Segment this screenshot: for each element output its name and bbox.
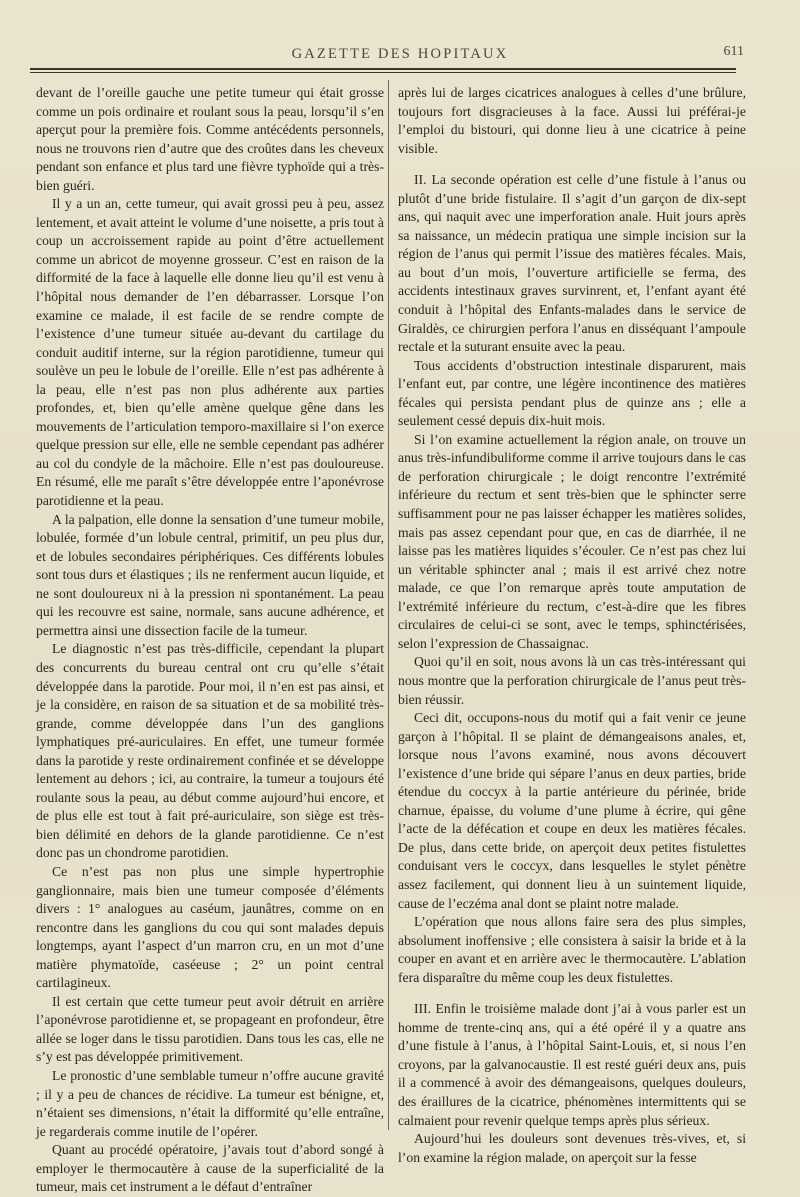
paragraph: L’opération que nous allons faire sera des plus simples, absolument inoffensive ; elle consistera à saisir la bride et à la couper en avant et en arrière avec le thermocautère. L’ablation fera disparaître du même coup les deux fistulettes. [398,914,746,985]
right-column [398,84,746,1167]
paragraph: Si l’on examine actuellement la région anale, on trouve un anus très-infundibuliforme comme il arrive toujours dans le cas de perforation chirurgicale ; le doigt rencontre l’extrémité inférieure du rectum et sent très-bien que le sphincter serre suffisamment pour ne pas laisser échapper les matières solides, mais pas assez cependant pour que, en cas de diarrhée, il ne laisse pas les matières liquides s’écouler. Ce n’est pas chez lui un véritable sphincter anal ; mais il est arrivé chez notre malade, ce que l’on remarque après toute amputation de l’extrémité inférieure du rectum, c’est-à-dire que les fibres circulaires de celui-ci se sont, avec le temps, sphinctérisées, selon l’expression de Chassaignac. [398,431,746,651]
section-paragraph-ii: II. La seconde opération est celle d’une fistule à l’anus ou plutôt d’une bride fistulaire. Il s’agit d’un garçon de dix-sept ans, qui naquit avec une imperforation anale. Huit jours après sa naissance, un médecin pratiqua une simple incision sur la région de l’anus qui permit l’issue des matières fécales. Mais, au bout d’un mois, l’ouverture artificielle se ferma, des accidents intestinaux graves survinrent, et, l’enfant ayant été conduit à l’hôpital des Enfants-malades dans le service de Giraldès, ce chirurgien perfora l’anus en disséquant l’ampoule rectale et la suturant ensuite avec la peau. [398,172,746,355]
paragraph: Quoi qu’il en soit, nous avons là un cas très-intéressant qui nous montre que la perforation chirurgicale de l’anus peut très-bien réussir. [398,654,746,707]
header-rule-thin [30,72,736,73]
paragraph: A la palpation, elle donne la sensation d’une tumeur mobile, lobulée, formée d’un lobule central, primitif, un peu plus dur, et de lobules secondaires périphériques. Ces différents lobules sont tous durs et élastiques ; ils ne renferment aucun liquide, et ne sont douloureux ni à la pression ni spontanément. La peau qui les recouvre est saine, normale, sans aucune adhérence, et permettra ainsi une dissection facile de la tumeur. [36,511,384,638]
paragraph: Il est certain que cette tumeur peut avoir détruit en arrière l’aponévrose parotidienne et, se propageant en profondeur, être allée se loger dans le tissu parotidien. Dans tous les cas, elle ne s’y est pas développée primitivement. [36,993,384,1065]
paragraph: après lui de larges cicatrices analogues à celles d’une brûlure, toujours fort disgracieuses à la face. Aussi lui préférai-je l’emploi du bistouri, qui donne lieu à une cicatrice à peine visible. [398,85,746,156]
section-paragraph-iii: III. Enfin le troisième malade dont j’ai à vous parler est un homme de trente-cinq ans, qui a été opéré il y a quatre ans d’une fistule à l’anus, à l’hôpital Saint-Louis, et, si nous l’en croyons, par la galvanocaustie. Il est resté guéri deux ans, puis il a commencé à avoir des démangeaisons, quelques douleurs, des éraillures de la cicatrice, phénomènes intermittents qui se calmaient pour revenir quelque temps après plus sérieux. [398,1001,746,1128]
paragraph: Ceci dit, occupons-nous du motif qui a fait venir ce jeune garçon à l’hôpital. Il se plaint de démangeaisons anales, et, lorsque nous l’avons examiné, nous avons découvert l’existence d’une bride qui sépare l’anus en deux parties, bride étendue du coccyx à la partie antérieure du périnée, bride charnue, épaisse, du volume d’une plume à écrire, qui gêne l’acte de la défécation et coupe en deux les matières fécales. De plus, dans cette bride, on aperçoit deux petites fistulettes conduisant vers le coccyx, dans lesquelles le stylet pénètre assez facilement, qui donnent lieu à un suintement liquide, cause de l’eczéma anal dont se plaint notre malade. [398,710,746,911]
paragraph: Le pronostic d’une semblable tumeur n’offre aucune gravité ; il y a peu de chances de récidive. La tumeur est bénigne, et, n’étaient ses dimensions, n’était la difformité qu’elle entraîne, je regarderais comme inutile de l’opérer. [36,1067,384,1139]
paragraph: Quant au procédé opératoire, j’avais tout d’abord songé à employer le thermocautère à cause de la superficialité de la tumeur, mais cet instrument a le défaut d’entraîner [36,1142,384,1195]
paragraph: Il y a un an, cette tumeur, qui avait grossi peu à peu, assez lentement, et avait atteint le volume d’une noisette, a pris tout à coup un accroissement rapide au point d’être actuellement comme un abricot de moyenne grosseur. C’est en raison de la difformité de la face à laquelle elle donne lieu qu’il est venu à l’hôpital nous demander de l’en débarrasser. Lorsque l’on examine ce malade, il est facile de se rendre compte de l’existence d’une tumeur située au-devant du cartilage du conduit auditif interne, sur la région parotidienne, tumeur qui soulève un peu le lobule de l’oreille. Elle n’est pas adhérente à la peau, elle n’est pas non plus adhérente aux parties profondes, et, bien qu’elle amène quelque gêne dans les mouvements de l’articulation temporo-maxillaire si l’on exerce quelque pression sur elle, elle ne semble cependant pas adhérer au col du condyle de la mâchoire. Elle n’est pas douloureuse. En résumé, elle me paraît s’être développée entre l’aponévrose parotidienne et la peau. [36,196,384,509]
column-divider [388,80,389,1130]
running-header: GAZETTE DES HOPITAUX [291,46,509,62]
paragraph: Aujourd’hui les douleurs sont devenues très-vives, et, si l’on examine la région malade, on aperçoit sur la fesse [398,1131,746,1165]
header-rule [30,68,736,70]
page-number: 611 [723,44,744,59]
paragraph: Ce n’est pas non plus une simple hypertrophie ganglionnaire, mais bien une tumeur composée d’éléments divers : 1° analogues au caséum, jaunâtres, comme on en rencontre dans les ganglions du cou qui sont malades depuis longtemps, ayant l’aspect d’un marron cru, en un mot d’une matière phymatoïde, caséeuse ; 2° un point central cartilagineux. [36,863,384,991]
left-column [36,84,384,1197]
paragraph: devant de l’oreille gauche une petite tumeur qui était grosse comme un pois ordinaire et roulant sous la peau, lorsqu’il s’en aperçut pour la première fois. Comme antécédents personnels, nous ne trouvons rien d’autre que des croûtes dans les cheveux pendant son enfance et plus tard une fièvre typhoïde qui a très-bien guéri. [36,85,384,193]
paragraph: Le diagnostic n’est pas très-difficile, cependant la plupart des concurrents du bureau central ont cru qu’elle s’était développée dans la parotide. Pour moi, il n’en est pas ainsi, et je la considère, en raison de sa situation et de sa mobilité très-grande, comme développée dans l’un des ganglions lymphatiques pré-auriculaires. En effet, une tumeur formée dans la parotide y reste ordinairement confinée et se développe lentement au dehors ; ici, au contraire, la tumeur a toujours été roulante sous la peau, au début comme aujourd’hui encore, et de plus elle est tout à fait pré-auriculaire, son siège est très-bien délimité en dehors de la glande parotidienne. Ce n’est donc pas un chondrome parotidien. [36,641,384,861]
paragraph: Tous accidents d’obstruction intestinale disparurent, mais l’enfant eut, par contre, une légère incontinence des matières fécales qui persista pendant plus de quinze ans ; elle a seulement cessé depuis dix-huit mois. [398,357,746,429]
